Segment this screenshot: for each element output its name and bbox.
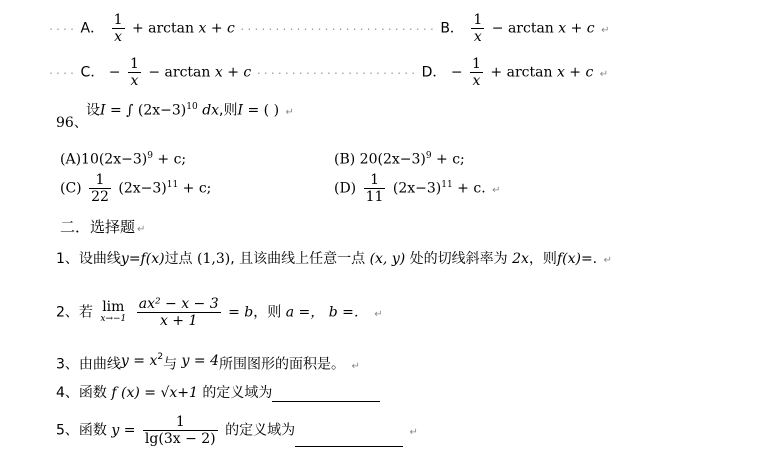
q96-option-c-fraction xyxy=(89,172,111,205)
problem-4 xyxy=(56,384,380,402)
q96-stem-integral: = ∫ (2x−3) xyxy=(109,102,187,119)
fraction-numerator: 1 xyxy=(364,172,386,189)
p4-answer-blank[interactable] xyxy=(272,387,380,402)
p1-text-d: 处的切线斜率为 xyxy=(409,251,508,267)
return-mark-icon: ↵ xyxy=(599,68,609,80)
option-b-arctan: − arctan xyxy=(491,20,554,37)
leader-dots: ···························· xyxy=(239,24,436,36)
p3-text-a: 3、由曲线 xyxy=(56,356,121,373)
fraction-denominator: x + 1 xyxy=(159,313,198,329)
option-d-fraction xyxy=(470,56,483,89)
fraction-denominator: x xyxy=(473,29,482,45)
p2-lim-sub: x→−1 xyxy=(100,313,127,324)
leader-dots: ······················· xyxy=(255,68,418,80)
q96-option-b-body: (B) 20(2x−3) xyxy=(334,151,426,168)
fraction-numerator: 1 xyxy=(129,56,139,72)
p2-limit xyxy=(100,298,127,325)
fraction-denominator: x xyxy=(114,29,122,45)
p1-text-a: 1、设曲线 xyxy=(56,251,121,267)
q96-option-b-tail: + c; xyxy=(436,151,465,168)
q96-stem-exponent: 10 xyxy=(186,102,198,112)
option-a-tail: x + c xyxy=(198,20,235,37)
problem-3 xyxy=(56,352,360,376)
q96-option-d-exp: 11 xyxy=(441,179,453,190)
option-c-fraction xyxy=(128,56,141,89)
option-c-arctan: − arctan xyxy=(148,64,211,81)
q96-option-b-exp: 9 xyxy=(425,151,432,161)
p2-eq-b: = b xyxy=(228,304,254,321)
section-heading xyxy=(60,218,145,239)
option-b-fraction xyxy=(471,12,484,45)
fraction-numerator: 1 xyxy=(143,414,218,431)
p3-text-c: 所围图形的面积是。 xyxy=(219,356,345,373)
option-c-minus: − xyxy=(108,64,121,81)
option-d-minus: − xyxy=(450,64,463,81)
q96-stem-prefix: 设 xyxy=(86,102,100,119)
option-a-fraction xyxy=(112,12,125,45)
p5-answer-blank[interactable] xyxy=(295,432,403,447)
fraction-numerator: 1 xyxy=(113,12,123,28)
p5-text-b: 的定义域为 xyxy=(225,422,296,439)
q96-option-a xyxy=(60,147,186,169)
p1-text-c: , 且该曲线上任意一点 xyxy=(230,251,366,267)
return-mark-icon: ↵ xyxy=(601,24,610,36)
return-mark-icon: ↵ xyxy=(285,106,294,118)
q96-option-b xyxy=(334,147,465,169)
q96-option-a-body: (A)10(2x−3) xyxy=(60,151,148,168)
q96-stem-then: ,则 xyxy=(219,102,238,119)
leader-dots: ···· xyxy=(48,68,77,80)
p5-text-a: 5、函数 xyxy=(56,422,107,439)
fraction-denominator: x xyxy=(472,73,481,89)
p1-point: (1,3) xyxy=(197,251,231,267)
fraction-numerator: 1 xyxy=(472,56,481,72)
q96-stem xyxy=(86,98,294,122)
p4-function: f (x) = √x+1 xyxy=(111,385,198,401)
q96-option-d-tail: + c. xyxy=(457,180,486,197)
p1-xy: (x, y) xyxy=(369,251,406,267)
q96-option-d-fraction xyxy=(364,172,386,205)
q96-option-d-body: (2x−3) xyxy=(392,180,442,197)
return-mark-icon: ↵ xyxy=(351,360,360,372)
option-row-cd xyxy=(48,56,608,89)
option-row-ab xyxy=(48,12,610,45)
fraction-denominator: 22 xyxy=(91,189,109,205)
q96-stem-var: I xyxy=(100,102,106,119)
p3-curve-1-exp: 2 xyxy=(157,352,164,362)
q96-option-a-exp: 9 xyxy=(147,151,153,161)
option-d-arctan: + arctan xyxy=(490,64,553,81)
return-mark-icon: ↵ xyxy=(409,426,418,438)
q96-option-c-tail: + c; xyxy=(182,180,212,197)
p2-a-blank: a =， xyxy=(285,304,325,321)
fraction-numerator: 1 xyxy=(89,172,111,189)
option-d-label: D． xyxy=(421,64,447,81)
q96-answer-paren: ( ) xyxy=(263,102,280,119)
q96-option-c-body: (2x−3) xyxy=(118,180,167,197)
q96-stem-dx: dx xyxy=(202,102,220,119)
q96-number: 96、 xyxy=(56,115,88,131)
p1-text-b: 过点 xyxy=(164,251,193,267)
p2-b-blank: b =． xyxy=(328,304,368,321)
return-mark-icon: ↵ xyxy=(603,255,612,266)
option-b-tail: x + c xyxy=(558,20,595,37)
p2-text-a: 2、若 xyxy=(56,304,93,321)
p5-y-eq: y = xyxy=(111,422,136,439)
fraction-denominator: lg(3x − 2) xyxy=(144,431,216,447)
q96-option-d xyxy=(334,172,501,205)
problem-5 xyxy=(56,414,418,447)
q96-option-d-label: (D) xyxy=(334,180,357,197)
option-c-label: C． xyxy=(80,64,105,81)
q96-option-c-exp: 11 xyxy=(166,179,179,190)
q96-stem-eq: I = xyxy=(237,102,260,119)
p4-text-b: 的定义域为 xyxy=(202,385,273,401)
fraction-denominator: x xyxy=(130,73,139,89)
p5-fraction xyxy=(143,414,218,447)
p1-text-f: =. xyxy=(580,251,598,267)
q96-option-c xyxy=(60,172,211,205)
problem-1 xyxy=(56,250,612,270)
option-b-label: B． xyxy=(440,20,464,37)
return-mark-icon: ↵ xyxy=(137,224,146,235)
option-a-arctan: + arctan xyxy=(131,20,195,37)
return-mark-icon: ↵ xyxy=(374,308,383,320)
p3-curve-1: y = x xyxy=(120,352,158,369)
q96-option-c-label: (C) xyxy=(60,180,82,197)
fraction-denominator: 11 xyxy=(365,189,384,205)
problem-2 xyxy=(56,296,383,329)
p3-curve-2: y = 4 xyxy=(181,352,219,369)
p2-fraction xyxy=(137,296,221,329)
return-mark-icon: ↵ xyxy=(492,184,501,196)
section-title: 二．选择题 xyxy=(60,218,136,236)
p1-curve: y=f(x) xyxy=(120,251,165,267)
option-c-tail: x + c xyxy=(214,64,252,81)
q96-option-a-tail: + c; xyxy=(157,151,187,168)
p1-fx: f(x) xyxy=(556,251,581,267)
p2-lim-word: lim xyxy=(102,298,125,315)
p1-text-e: ，则 xyxy=(528,251,557,267)
leader-dots: ···· xyxy=(48,24,77,36)
p4-text-a: 4、函数 xyxy=(56,385,107,401)
p1-slope: 2x xyxy=(512,251,529,267)
p3-text-b: 与 xyxy=(163,356,178,373)
option-a-label: A． xyxy=(80,20,105,37)
p2-text-b: ，则 xyxy=(253,304,282,321)
fraction-numerator: 1 xyxy=(473,12,483,28)
fraction-numerator: ax² − x − 3 xyxy=(138,296,219,312)
option-d-tail: x + c xyxy=(556,64,594,81)
